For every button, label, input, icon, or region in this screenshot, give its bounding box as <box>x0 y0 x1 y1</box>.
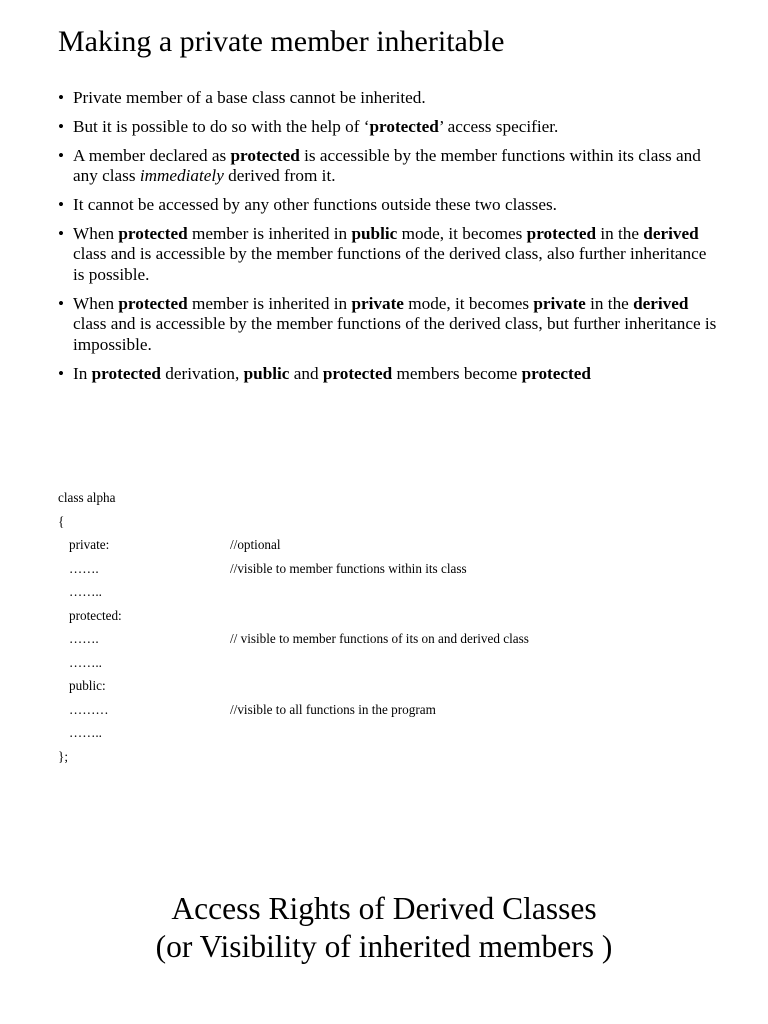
code-class-declaration: class alpha <box>58 490 116 505</box>
bullet-italic-text: immediately <box>139 166 224 186</box>
bullet-item <box>58 294 718 356</box>
code-public-dots-2: …….. <box>69 725 102 740</box>
bullet-bold-text: public <box>351 223 398 243</box>
bullet-text: But it is possible to do so with the help of ‘ <box>73 116 370 136</box>
bullet-marker: • <box>58 116 65 136</box>
code-private-label: private: <box>69 537 110 552</box>
bullet-bold-text: protected <box>369 116 439 136</box>
code-protected-label: protected: <box>69 607 122 623</box>
bullet-text: class and is accessible by the member functions of the derived class, also further inheritance is possible. <box>73 244 707 284</box>
bullet-bold-text: protected <box>526 223 597 243</box>
bullet-text: derived from it. <box>223 166 336 186</box>
code-private-comment: //optional <box>230 537 281 552</box>
code-public-dots-1-comment: //visible to all functions in the program <box>230 702 436 717</box>
bullet-text: is accessible by the member functions within its class and any class <box>73 145 701 186</box>
bullet-bold-text: private <box>533 293 586 313</box>
bullet-bold-text: protected <box>322 363 393 383</box>
code-open-brace: { <box>58 513 65 529</box>
bullet-text: in the <box>585 293 634 313</box>
bullet-bold-text: public <box>243 363 290 383</box>
bullet-marker: • <box>58 145 65 165</box>
bullet-text: mode, it becomes <box>397 223 527 243</box>
code-protected-dots-2: …….. <box>69 654 102 670</box>
bullet-marker: • <box>58 88 65 107</box>
bullet-bold-text: private <box>351 293 404 313</box>
bullet-text: A member declared as <box>73 145 231 165</box>
next-slide-title <box>0 890 768 966</box>
code-close-brace: }; <box>58 748 68 764</box>
bullet-marker: • <box>58 363 65 383</box>
bullet-item <box>58 117 718 138</box>
bullet-text: In <box>73 363 92 383</box>
bullet-item <box>58 224 718 286</box>
bullet-text: in the <box>596 223 644 243</box>
code-private-dots-1: ……. <box>69 561 99 576</box>
bullet-marker: • <box>58 293 65 313</box>
code-protected-dots-1: ……. <box>69 631 99 646</box>
bullet-text: class and is accessible by the member functions of the derived class, but further inheritance is impossible. <box>73 314 717 354</box>
code-protected-dots-1-comment: // visible to member functions of its on and derived class <box>230 631 529 646</box>
bullet-text: member is inherited in <box>187 223 352 243</box>
bullet-text: and <box>289 363 323 383</box>
bullet-bold-text: protected <box>118 293 188 313</box>
code-public-label: public: <box>69 678 106 693</box>
bullet-bold-text: derived <box>633 293 689 313</box>
bullet-item <box>58 88 718 109</box>
bullet-text: derivation, <box>161 363 244 383</box>
code-private-dots-2: …….. <box>69 584 102 599</box>
bullet-text: It cannot be accessed by any other functions outside these two classes. <box>73 194 557 214</box>
bullet-text: member is inherited in <box>187 293 352 313</box>
bullet-bold-text: protected <box>118 223 188 243</box>
bullet-item <box>58 195 718 216</box>
bullet-marker: • <box>58 223 65 243</box>
bullet-text: When <box>73 293 119 313</box>
code-public-dots-1: ……… <box>69 702 109 717</box>
bullet-item <box>58 364 718 385</box>
bullet-text: mode, it becomes <box>403 293 534 313</box>
bullet-text: Private member of a base class cannot be inherited. <box>73 88 426 107</box>
bullet-text: members become <box>392 363 522 383</box>
code-private-dots-1-comment: //visible to member functions within its class <box>230 561 467 576</box>
slide-title: Making a private member inheritable <box>58 25 505 58</box>
next-slide-title-line-2: (or Visibility of inherited members ) <box>155 929 613 964</box>
bullet-bold-text: protected <box>521 363 591 383</box>
bullet-marker: • <box>58 194 65 214</box>
bullet-bold-text: protected <box>230 145 300 165</box>
bullet-bold-text: protected <box>91 363 161 383</box>
bullet-text: When <box>73 223 119 243</box>
bullet-text: ’ access specifier. <box>438 116 559 136</box>
next-slide-title-line-1: Access Rights of Derived Classes <box>171 891 597 926</box>
bullet-list <box>58 88 718 392</box>
bullet-item <box>58 146 718 187</box>
bullet-bold-text: derived <box>643 223 699 243</box>
